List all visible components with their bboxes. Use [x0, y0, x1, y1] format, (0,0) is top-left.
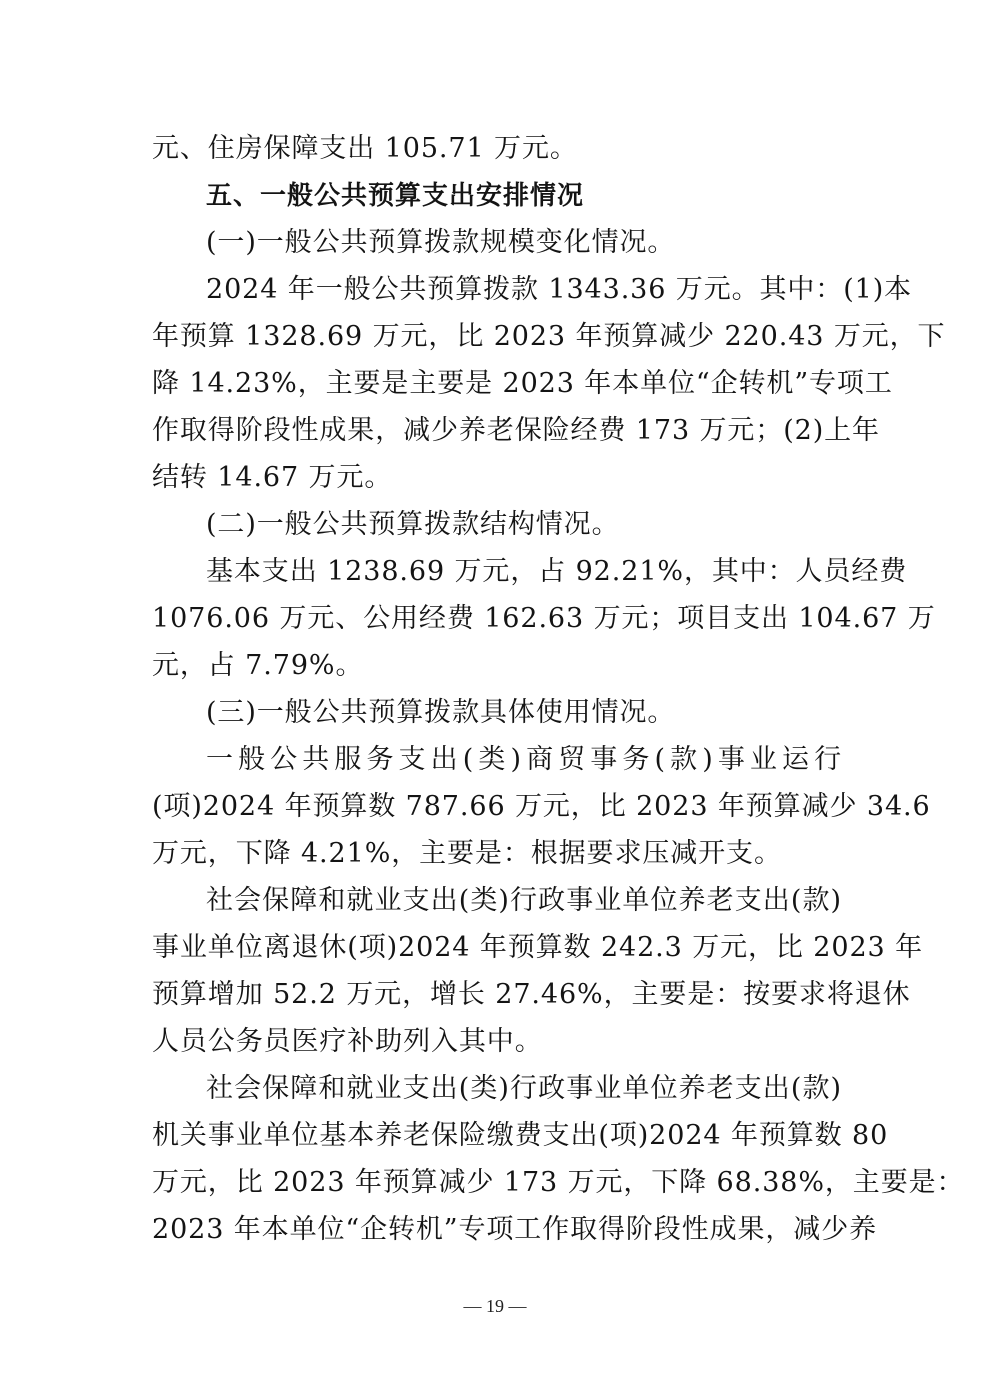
text-line-16: 万元，下降 4.21%，主要是：根据要求压减开支。	[152, 838, 782, 869]
subsection-heading-3: (三)一般公共预算拨款具体使用情况。	[206, 697, 676, 728]
page-number: — 19 —	[463, 1296, 527, 1316]
text-line-12: 元，占 7.79%。	[152, 650, 364, 681]
text-line-23: 万元，比 2023 年预算减少 173 万元，下降 68.38%，主要是：	[152, 1167, 965, 1198]
text-line-1: 元、住房保障支出 105.71 万元。	[152, 133, 578, 164]
text-line-22: 机关事业单位基本养老保险缴费支出(项)2024 年预算数 80	[152, 1120, 889, 1151]
subsection-heading-2: (二)一般公共预算拨款结构情况。	[206, 509, 620, 540]
text-line-17: 社会保障和就业支出(类)行政事业单位养老支出(款)	[206, 885, 842, 916]
text-line-8: 结转 14.67 万元。	[152, 462, 393, 493]
text-line-19: 预算增加 52.2 万元，增长 27.46%，主要是：按要求将退休	[152, 979, 911, 1010]
text-line-21: 社会保障和就业支出(类)行政事业单位养老支出(款)	[206, 1073, 842, 1104]
text-line-10: 基本支出 1238.69 万元，占 92.21%，其中：人员经费	[206, 556, 908, 587]
subsection-heading-1: (一)一般公共预算拨款规模变化情况。	[206, 227, 676, 258]
section-heading: 五、一般公共预算支出安排情况	[206, 181, 585, 211]
text-line-20: 人员公务员医疗补助列入其中。	[152, 1026, 543, 1057]
text-line-5: 年预算 1328.69 万元，比 2023 年预算减少 220.43 万元，下	[152, 321, 946, 352]
text-line-4: 2024 年一般公共预算拨款 1343.36 万元。其中：(1)本	[206, 274, 913, 305]
text-line-7: 作取得阶段性成果，减少养老保险经费 173 万元；(2)上年	[152, 415, 880, 446]
text-line-6: 降 14.23%，主要是主要是 2023 年本单位“企转机”专项工	[152, 368, 893, 399]
text-line-11: 1076.06 万元、公用经费 162.63 万元；项目支出 104.67 万	[152, 603, 936, 634]
text-line-14: 一般公共服务支出(类)商贸事务(款)事业运行	[206, 744, 842, 775]
text-line-18: 事业单位离退休(项)2024 年预算数 242.3 万元，比 2023 年	[152, 932, 924, 963]
text-line-15: (项)2024 年预算数 787.66 万元，比 2023 年预算减少 34.6	[152, 791, 931, 822]
text-line-24: 2023 年本单位“企转机”专项工作取得阶段性成果，减少养	[152, 1214, 878, 1245]
